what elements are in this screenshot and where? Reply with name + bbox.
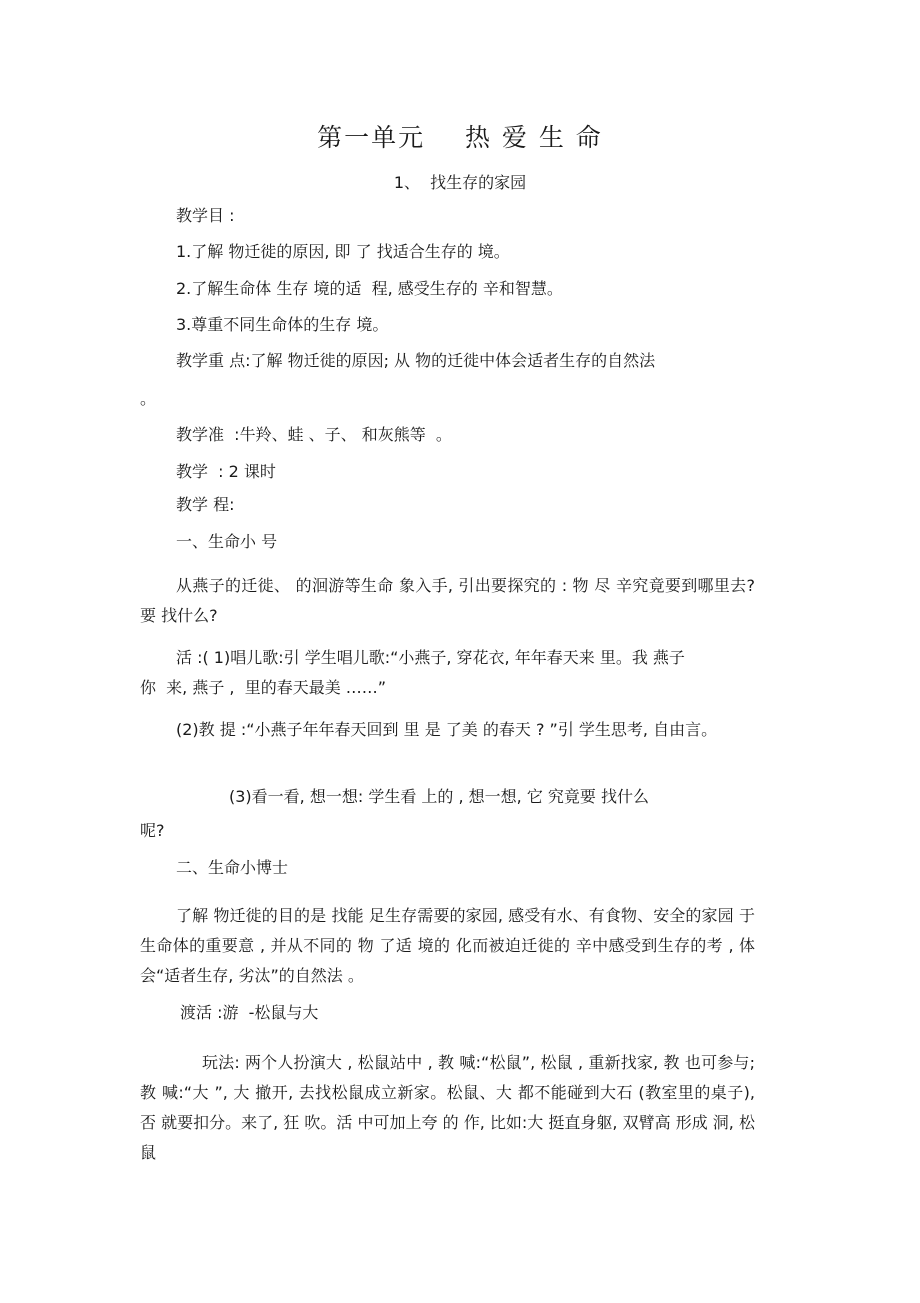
teaching-preparation: 教学准 :牛羚、蛙 、子、 和灰熊等 。 (176, 425, 452, 444)
paragraph-teacher-question: (2)教 提 :“小燕子年年春天回到 里 是 了美 的春天 ? ”引 学生思考, 自由言。 (176, 720, 718, 739)
section-2-heading: 二、生命小博士 (176, 858, 289, 877)
key-points: 教学重 点:了解 物迁徙的原因; 从 物的迁徙中体会适者生存的自然法 (176, 351, 656, 370)
look-and-think-line-2: 呢? (140, 821, 165, 840)
goal-3: 3.尊重不同生命体的生存 境。 (176, 315, 389, 334)
activity-song-line-2: 你 来, 燕子 , 里的春天最美 ……” (140, 678, 387, 697)
teaching-process-heading: 教学 程: (176, 495, 235, 514)
look-and-think-line-1: (3)看一看, 想一想: 学生看 上的 , 想一想, 它 究竟要 找什么 (229, 787, 650, 806)
paragraph-intro: 从燕子的迁徙、 的洄游等生命 象入手, 引出要探究的 : 物 尽 辛究竟要到哪里去? 要 找什么? (140, 576, 755, 625)
lesson-title: 1、 找生存的家园 (393, 173, 527, 192)
goal-1: 1.了解 物迁徙的原因, 即 了 找适合生存的 境。 (176, 242, 510, 261)
paragraph-game-rules: 玩法: 两个人扮演大 , 松鼠站中 , 教 喊:“松鼠”, 松鼠 , 重新找家, 教 也可参与;教 喊:“大 ”, 大 撤开, 去找松鼠成立新家。松鼠、大 都不能碰到大石 (教室里的桌子), 否 就要扣分。来了, 狂 吹。活 中可加上夸 的 作, 比如:大 挺直身躯, 双臂高 形成 洞, 松鼠 (140, 1053, 755, 1162)
teaching-goals-heading: 教学目 : (176, 206, 235, 225)
paragraph-migration-purpose: 了解 物迁徙的目的是 找能 足生存需要的家园, 感受有水、有食物、安全的家园 于生命体的重要意 , 并从不同的 物 了适 境的 化而被迫迁徙的 辛中感受到生存的考 , 体会“适者生存, 劣汰”的自然法 。 (140, 906, 755, 985)
section-1-heading: 一、生命小 号 (176, 532, 278, 551)
teaching-hours: 教学 : 2 课时 (176, 462, 276, 481)
activity-song-line-1: 活 :( 1)唱儿歌:引 学生唱儿歌:“小燕子, 穿花衣, 年年春天来 里。我 燕子 (176, 648, 685, 667)
goal-2: 2.了解生命体 生存 境的适 程, 感受生存的 辛和智慧。 (176, 279, 563, 298)
key-points-tail: 。 (140, 389, 157, 408)
transition-activity-heading: 渡活 :游 -松鼠与大 (180, 1003, 319, 1022)
page-title: 第一单元 热 爱 生 命 (317, 123, 603, 152)
